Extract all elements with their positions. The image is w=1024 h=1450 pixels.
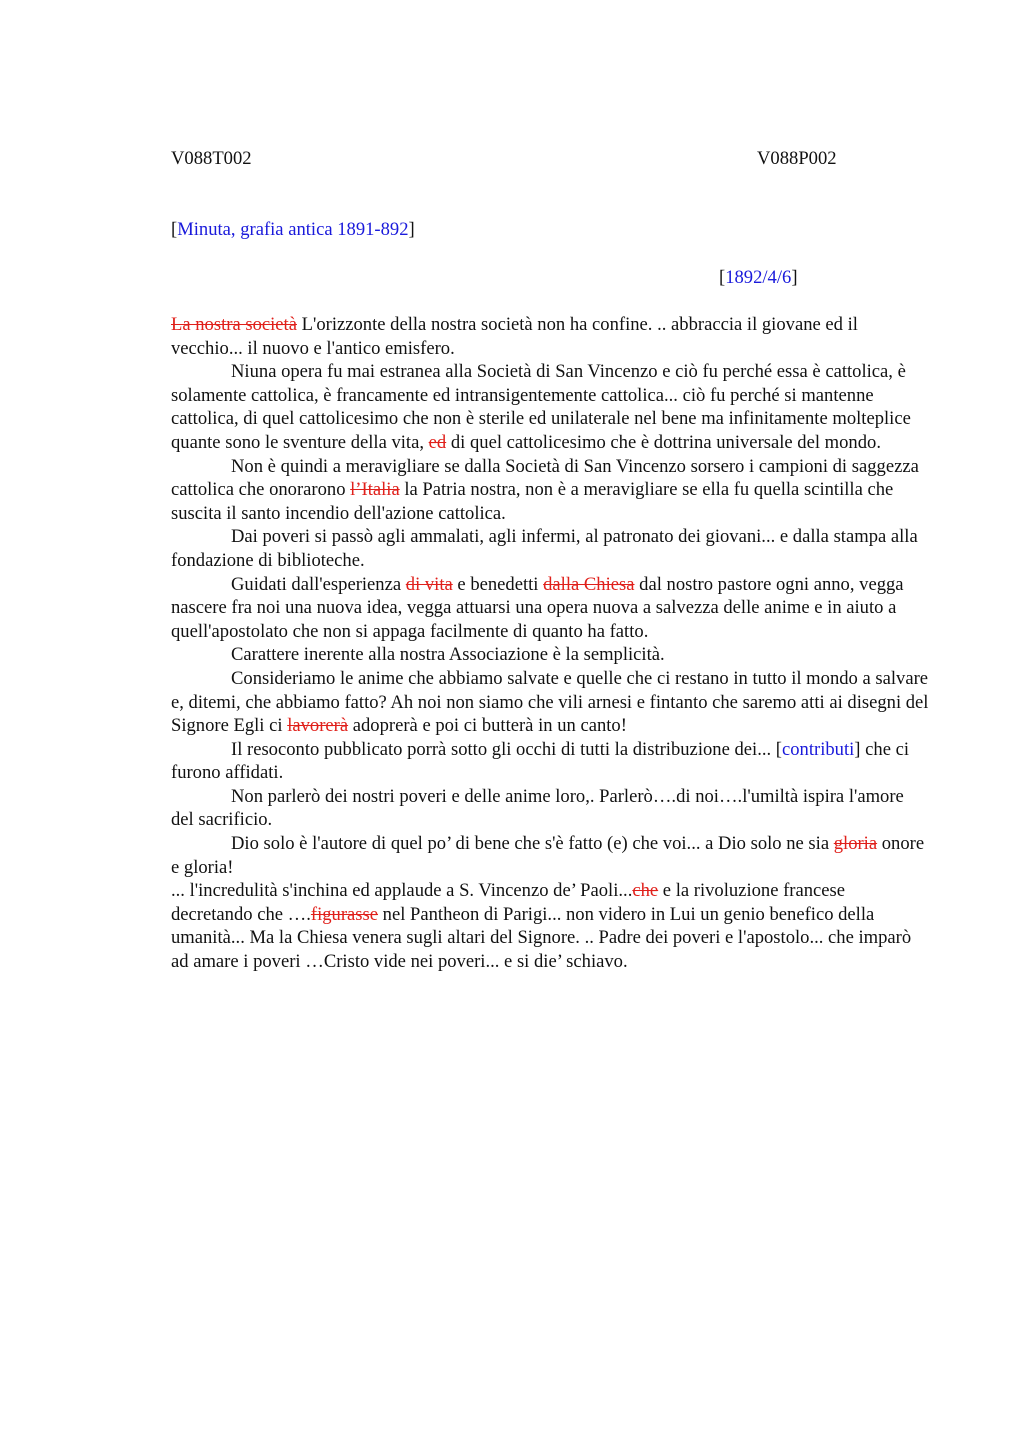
paragraph-text: Dio solo è l'autore di quel po’ di bene che s'è fatto (e) che voi... a Dio solo ne sia xyxy=(231,833,834,855)
document-code-left: V088T002 xyxy=(171,148,252,169)
paragraph-4 xyxy=(171,525,931,572)
deleted-text: l’Italia xyxy=(350,479,400,501)
bracket-open: [ xyxy=(171,219,178,240)
deleted-text: La nostra società xyxy=(171,314,297,335)
paragraph-text: che ci furono affidati. xyxy=(171,738,910,784)
deleted-text: dalla Chiesa xyxy=(543,573,635,595)
paragraph-text: e la rivoluzione francese decretando che …. xyxy=(171,880,846,925)
paragraph-text: di quel cattolicesimo che è dottrina universale del mondo. xyxy=(446,431,881,453)
paragraph-text: Non parlerò dei nostri poveri e delle anime loro,. Parlerò….di noi….l'umiltà ispira l'amore del sacrificio. xyxy=(171,785,904,831)
paragraph-2 xyxy=(171,360,931,454)
paragraph-1 xyxy=(171,313,931,360)
bracket-close: ] xyxy=(408,219,415,240)
paragraph-text: Dai poveri si passò agli ammalati, agli infermi, al patronato dei giovani... e dalla stampa alla fondazione di biblioteche. xyxy=(171,526,918,571)
paragraph-5 xyxy=(171,573,931,644)
paragraph-text: Niuna opera fu mai estranea alla Società di San Vincenzo e ciò fu perché essa è cattolica, è solamente cattolica, è francamente ed intransigentemente cattolica... ciò fu perché si mantenne cattolica, di quel cattolicesimo che non è sterile ed unilaterale nel bene ma infinitamente molteplice quante sono le sventure della vita, xyxy=(171,361,911,453)
document-date xyxy=(719,266,798,290)
paragraph-text: adoprerà e poi ci butterà in un canto! xyxy=(348,715,627,737)
inserted-text: contributi xyxy=(782,738,855,760)
document-code-right: V088P002 xyxy=(757,148,837,169)
deleted-text: di vita xyxy=(405,573,453,595)
bracket-open: [ xyxy=(719,267,726,288)
paragraph-3 xyxy=(171,455,931,526)
paragraph-text: la Patria nostra, non è a meravigliare se ella fu quella scintilla che suscita il santo incendio dell'azione cattolica. xyxy=(171,479,894,524)
paragraph-text: Carattere inerente alla nostra Associazione è la semplicità. xyxy=(231,644,665,666)
deleted-text: ed xyxy=(428,431,447,453)
paragraph-text: onore e gloria! xyxy=(171,833,925,878)
paragraph-6 xyxy=(171,643,931,667)
document-body xyxy=(171,313,931,974)
paragraph-7 xyxy=(171,667,931,738)
paragraph-text: ... l'incredulità s'inchina ed applaude a S. Vincenzo de’ Paoli... xyxy=(171,880,633,902)
deleted-text: lavorerà xyxy=(287,715,349,737)
deleted-text: che xyxy=(632,880,659,902)
paragraph-9 xyxy=(171,785,931,832)
paragraph-text: Guidati dall'esperienza xyxy=(231,573,406,595)
paragraph-text: L'orizzonte della nostra società non ha confine. .. abbraccia il giovane ed il vecchio... il nuovo e l'antico emisfero. xyxy=(171,314,858,359)
editorial-note xyxy=(171,218,415,242)
paragraph-text: Non è quindi a meravigliare se dalla Società di San Vincenzo sorsero i campioni di saggezza cattolica che onorarono xyxy=(171,455,919,501)
deleted-text: gloria xyxy=(833,833,878,855)
bracket-close: ] xyxy=(791,267,798,288)
paragraph-text: Consideriamo le anime che abbiamo salvate e quelle che ci restano in tutto il mondo a salvare e, ditemi, che abbiamo fatto? Ah noi non siamo che vili arnesi e fintanto che saremo atti ai disegni del Signore Egli ci xyxy=(171,667,929,737)
deleted-text: figurasse xyxy=(310,903,379,925)
date-text: 1892/4/6 xyxy=(725,267,792,288)
bracket-close: ] xyxy=(854,738,861,760)
paragraph-10 xyxy=(171,832,931,879)
paragraph-8 xyxy=(171,738,931,785)
paragraph-text: Il resoconto pubblicato porrà sotto gli occhi di tutti la distribuzione dei... xyxy=(231,738,776,760)
paragraph-text: dal nostro pastore ogni anno, vegga nascere fra noi una nuova idea, vegga attuarsi una opera nuova a salvezza delle anime e in aiuto a quell'apostolato che non si appaga facilmente di quanto ha fatto. xyxy=(171,573,904,642)
note-text: Minuta, grafia antica 1891-892 xyxy=(177,219,409,240)
paragraph-text: e benedetti xyxy=(452,573,544,595)
bracket-open: [ xyxy=(775,738,782,760)
paragraph-11 xyxy=(171,879,931,973)
paragraph-text: nel Pantheon di Parigi... non videro in Lui un genio benefico della umanità... Ma la Chiesa venera sugli altari del Signore. .. Padre dei poveri e l'apostolo... che imparò ad amare i poveri …Cristo vide nei poveri... e si die’ schiavo. xyxy=(171,903,912,973)
